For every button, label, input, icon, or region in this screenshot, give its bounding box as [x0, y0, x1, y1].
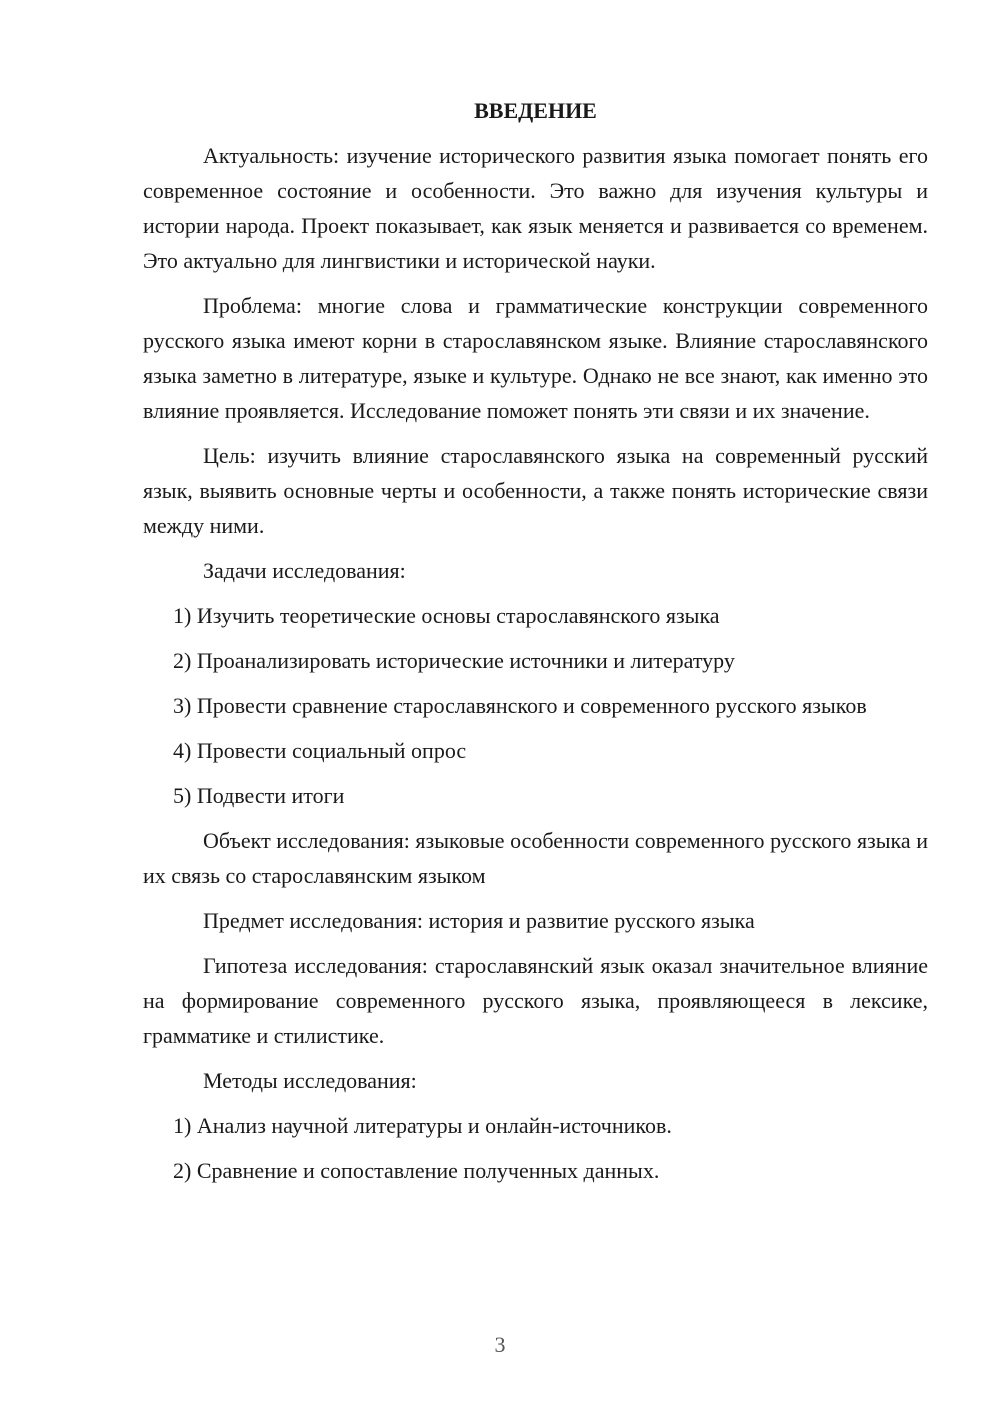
hypothesis-paragraph: Гипотеза исследования: старославянский язык оказал значительное влияние на формирование современного русского языка, проявляющееся в лексике, грамматике и стилистике. — [143, 953, 928, 1048]
methods-heading: Методы исследования: — [203, 1068, 417, 1093]
method-item: 1) Анализ научной литературы и онлайн-источников. — [173, 1113, 672, 1138]
task-item: 3) Провести сравнение старославянского и современного русского языков — [173, 693, 867, 718]
task-item: 5) Подвести итоги — [173, 783, 345, 808]
goal-paragraph: Цель: изучить влияние старославянского языка на современный русский язык, выявить основные черты и особенности, а также понять исторические связи между ними. — [143, 443, 928, 538]
section-title: ВВЕДЕНИЕ — [474, 98, 597, 123]
page-number: 3 — [494, 1332, 506, 1357]
method-item: 2) Сравнение и сопоставление полученных данных. — [173, 1158, 660, 1183]
problem-paragraph: Проблема: многие слова и грамматические конструкции современного русского языка имеют корни в старославянском языке. Влияние старославянского языка заметно в литературе, языке и культуре. Однако не все знают, как именно это влияние проявляется. Исследование поможет понять эти связи и их значение. — [143, 293, 928, 423]
task-item: 2) Проанализировать исторические источники и литературу — [173, 648, 735, 673]
relevance-paragraph: Актуальность: изучение исторического развития языка помогает понять его современное состояние и особенности. Это важно для изучения культуры и истории народа. Проект показывает, как язык меняется и развивается со временем. Это актуально для лингвистики и исторической науки. — [143, 143, 928, 273]
task-item: 1) Изучить теоретические основы старославянского языка — [173, 603, 720, 628]
document-body — [143, 93, 928, 1198]
subject-paragraph: Предмет исследования: история и развитие русского языка — [203, 908, 755, 933]
object-paragraph: Объект исследования: языковые особенности современного русского языка и их связь со старославянским языком — [143, 828, 928, 888]
task-item: 4) Провести социальный опрос — [173, 738, 467, 763]
tasks-heading: Задачи исследования: — [203, 558, 406, 583]
